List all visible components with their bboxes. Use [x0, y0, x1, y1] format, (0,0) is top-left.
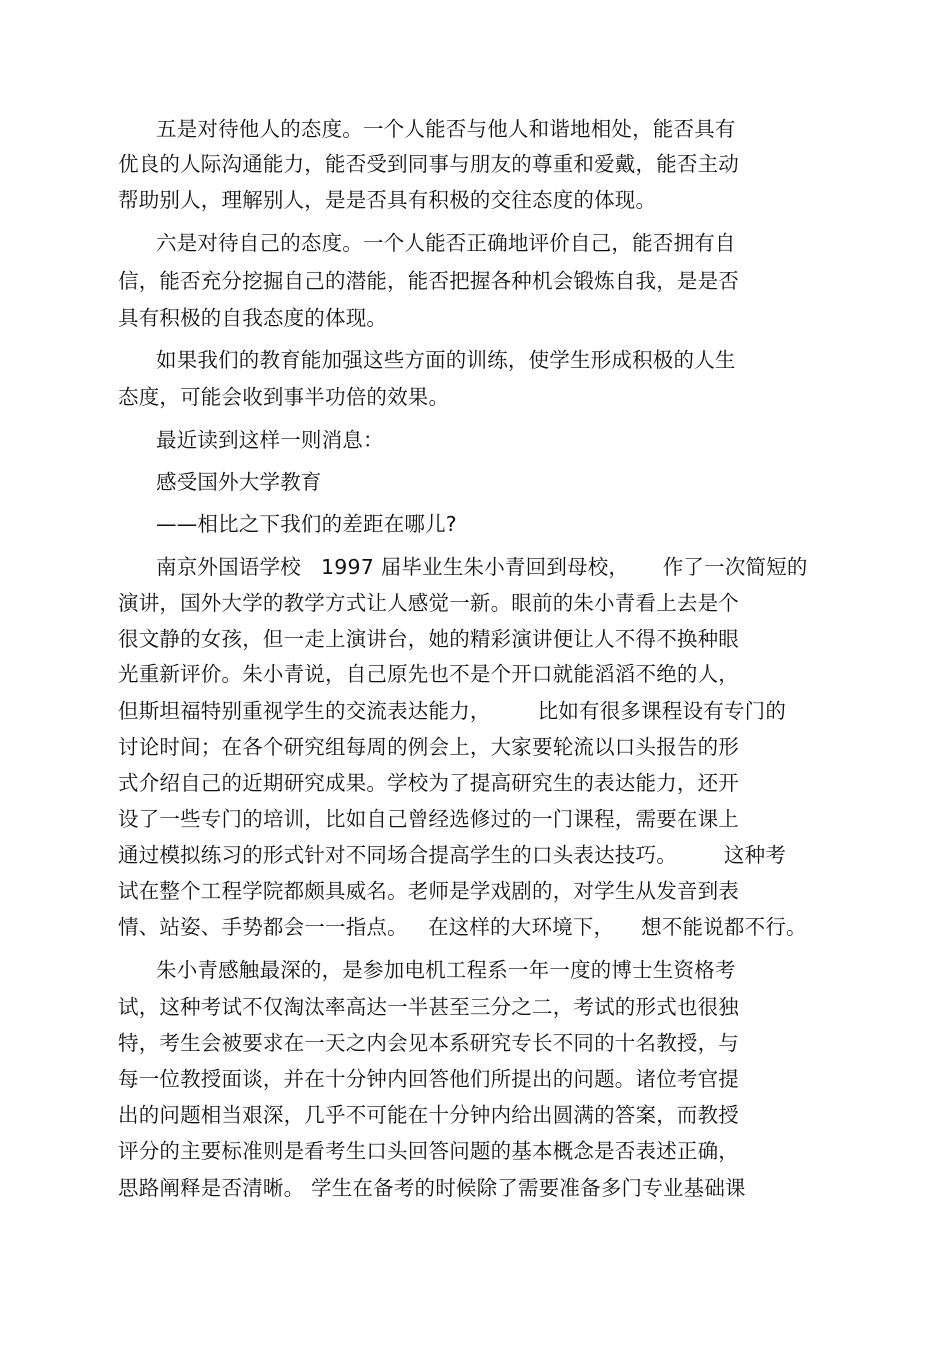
paragraph-line: 五是对待他人的态度。一个人能否与他人和谐地相处，能否具有 [156, 117, 736, 141]
article-subtitle: ——相比之下我们的差距在哪儿? [156, 512, 457, 536]
paragraph-line: 优良的人际沟通能力，能否受到同事与朋友的尊重和爱戴，能否主动 [118, 152, 739, 176]
paragraph-line: 设了一些专门的培训，比如自己曾经选修过的一门课程，需要在课上 [118, 807, 739, 831]
paragraph-line: 每一位教授面谈，并在十分钟内回答他们所提出的问题。诸位考官提 [118, 1067, 739, 1091]
paragraph-line: 通过模拟练习的形式针对不同场合提高学生的口头表达技巧。 这种考 [118, 843, 787, 867]
paragraph-line: 特，考生会被要求在一天之内会见本系研究专长不同的十名教授，与 [118, 1031, 739, 1055]
paragraph-line: 讨论时间；在各个研究组每周的例会上，大家要轮流以口头报告的形 [118, 735, 739, 759]
paragraph-line: 但斯坦福特别重视学生的交流表达能力， 比如有很多课程设有专门的 [118, 699, 787, 723]
paragraph-line: 评分的主要标准则是看考生口头回答问题的基本概念是否表述正确， [118, 1139, 739, 1163]
paragraph-line: 帮助别人，理解别人，是是否具有积极的交往态度的体现。 [118, 188, 657, 212]
paragraph-line: 南京外国语学校 1997 届毕业生朱小青回到母校， 作了一次简短的 [156, 555, 808, 579]
paragraph-line: 式介绍自己的近期研究成果。学校为了提高研究生的表达能力，还开 [118, 771, 739, 795]
paragraph-line: 朱小青感触最深的，是参加电机工程系一年一度的博士生资格考 [156, 958, 736, 982]
paragraph-line: 六是对待自己的态度。一个人能否正确地评价自己，能否拥有自 [156, 231, 736, 255]
paragraph-line: 试在整个工程学院都颇具威名。老师是学戏剧的，对学生从发音到表 [118, 879, 739, 903]
paragraph-line: 试，这种考试不仅淘汰率高达一半甚至三分之二，考试的形式也很独 [118, 995, 739, 1019]
paragraph-line: 很文静的女孩，但一走上演讲台，她的精彩演讲便让人不得不换种眼 [118, 627, 739, 651]
paragraph-line: 演讲，国外大学的教学方式让人感觉一新。眼前的朱小青看上去是个 [118, 591, 739, 615]
paragraph-line: 情、站姿、手势都会一一指点。 在这样的大环境下， 想不能说都不行。 [118, 915, 807, 939]
paragraph-line: 态度，可能会收到事半功倍的效果。 [118, 385, 450, 409]
article-title: 感受国外大学教育 [156, 470, 322, 494]
paragraph-line: 最近读到这样一则消息： [156, 428, 384, 452]
paragraph-line: 思路阐释是否清晰。 学生在备考的时候除了需要准备多门专业基础课 [118, 1176, 746, 1200]
paragraph-line: 出的问题相当艰深，几乎不可能在十分钟内给出圆满的答案，而教授 [118, 1103, 739, 1127]
paragraph-line: 信，能否充分挖掘自己的潜能，能否把握各种机会锻炼自我，是是否 [118, 269, 739, 293]
paragraph-line: 具有积极的自我态度的体现。 [118, 306, 388, 330]
paragraph-line: 如果我们的教育能加强这些方面的训练，使学生形成积极的人生 [156, 348, 736, 372]
paragraph-line: 光重新评价。朱小青说，自己原先也不是个开口就能滔滔不绝的人， [118, 662, 739, 686]
